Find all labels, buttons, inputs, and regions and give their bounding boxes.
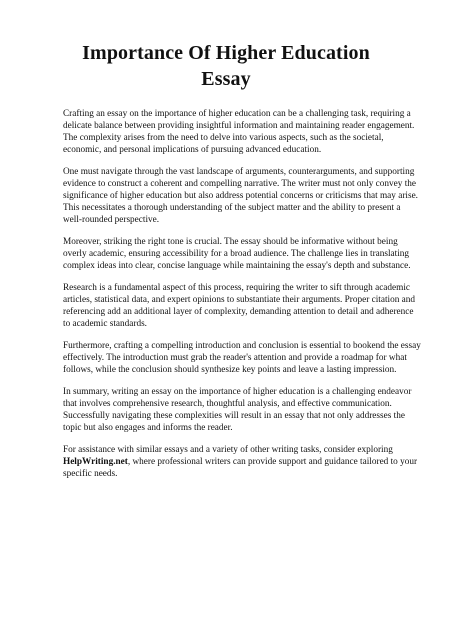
paragraph-intro: Crafting an essay on the importance of higher education can be a challenging task, requiring a delicate balance between providing insightful information and maintaining reader engagement. The complexity arises from the need to delve into various aspects, such as the societal, economic, and personal implications of pursuing advanced education. bbox=[63, 109, 415, 155]
paragraph-tone: Moreover, striking the right tone is crucial. The essay should be informative without being overly academic, ensuring accessibility for a broad audience. The challenge lies in translating complex ideas into clear, concise language while maintaining the essay's depth and substance. bbox=[63, 237, 411, 271]
closing-text-after: , where professional writers can provide support and guidance tailored to your specific needs. bbox=[63, 457, 418, 479]
paragraph-summary: In summary, writing an essay on the importance of higher education is a challenging endeavor that involves comprehensive research, thoughtful analysis, and effective communication. Successfully navigating these complexities will result in an essay that not only addresses the topic but also engages and informs the reader. bbox=[63, 387, 412, 433]
page-title: Importance Of Higher Education Essay bbox=[82, 42, 370, 90]
paragraph-arguments: One must navigate through the vast landscape of arguments, counterarguments, and supporting evidence to construct a coherent and compelling narrative. The writer must not only convey the significance of higher education but also address potential concerns or criticisms that may arise. This necessitates a thorough understanding of the subject matter and the ability to present a well-rounded perspective. bbox=[63, 167, 418, 225]
closing-text-before: For assistance with similar essays and a variety of other writing tasks, consider exploring bbox=[63, 445, 393, 455]
paragraph-research: Research is a fundamental aspect of this process, requiring the writer to sift through academic articles, statistical data, and expert opinions to substantiate their arguments. Proper citation and referencing add an additional layer of complexity, demanding attention to detail and adherence to academic standards. bbox=[63, 283, 416, 329]
paragraph-introduction-conclusion: Furthermore, crafting a compelling introduction and conclusion is essential to bookend the essay effectively. The introduction must grab the reader's attention and provide a roadmap for what follows, while the conclusion should synthesize key points and leave a lasting impression. bbox=[63, 341, 421, 375]
paragraph-closing bbox=[63, 444, 421, 480]
helpwriting-link[interactable]: HelpWriting.net bbox=[63, 457, 128, 467]
